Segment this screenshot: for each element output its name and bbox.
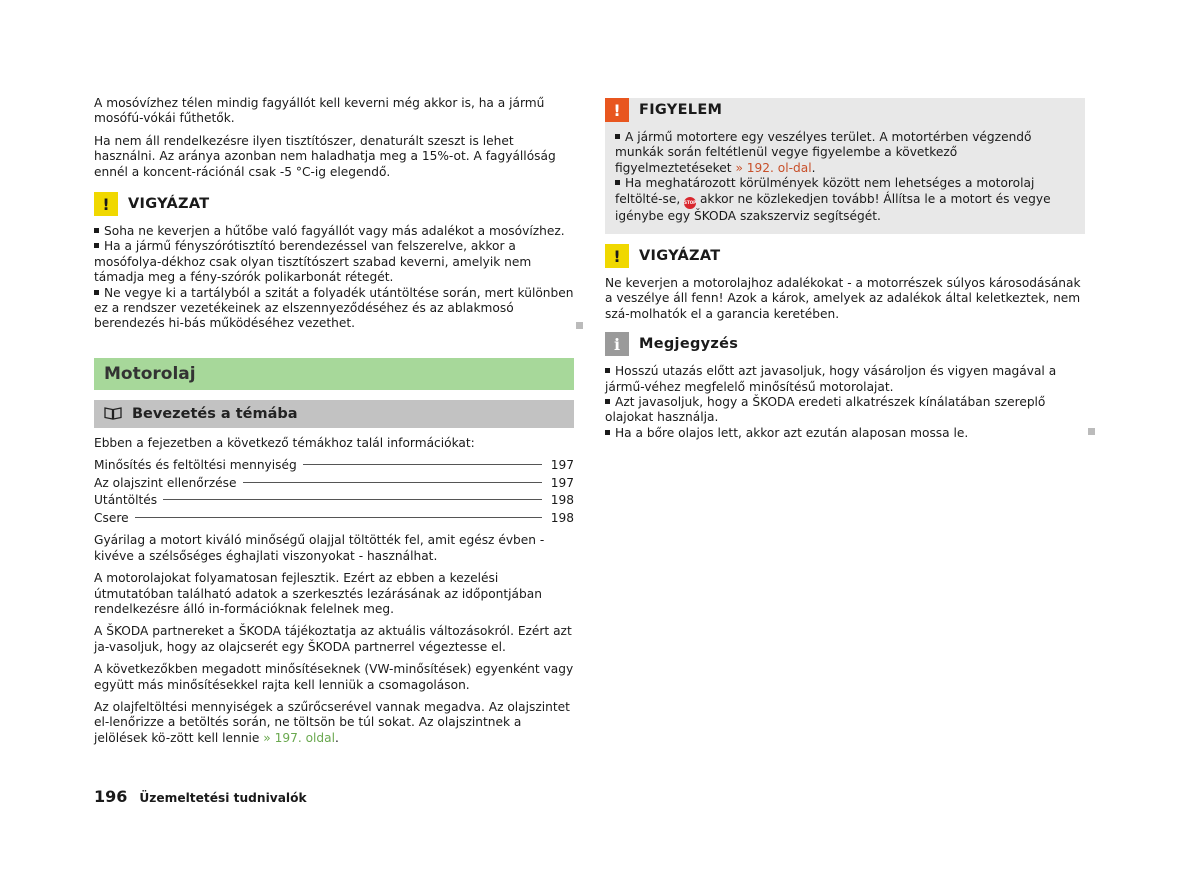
book-icon — [104, 407, 122, 420]
bullet-icon — [94, 290, 99, 295]
note-list — [605, 364, 1085, 441]
warning-icon: ! — [605, 98, 629, 122]
note-item: Ha a bőre olajos lett, akkor azt ezután alaposan mossa le. — [605, 426, 1085, 441]
page-link[interactable]: » 192. ol-dal — [735, 160, 812, 175]
section-end-mark — [576, 322, 583, 329]
bullet-icon — [615, 180, 620, 185]
caution-item: Ha a jármű fényszórótisztító berendezéssel van felszerelve, akkor a mosófolya-dékhoz csak olyan tisztítószert szabad keverni, amelyik nem támadja meg a fény-szórók polikarbonát rétegét. — [94, 239, 532, 285]
warning-item: Ha meghatározott körülmények között nem lehetséges a motorolaj feltölté-se, STOP akkor ne közlekedjen tovább! Állítsa le a motort és vegye igénybe egy ŠKODA szakszerviz segítségét. — [615, 176, 1051, 223]
page-footer — [94, 787, 307, 806]
intro-paragraph: Ha nem áll rendelkezésre ilyen tisztítószer, denaturált szeszt is lehet használni. Az aránya azonban nem haladhatja meg a 15%-ot. A fagyállóság ennél a koncent-rációnál csak -5 °C-ig elegendő. — [94, 133, 556, 179]
page-number: 196 — [94, 787, 128, 806]
bullet-icon — [94, 243, 99, 248]
bullet-icon — [605, 399, 610, 404]
caution-icon: ! — [605, 244, 629, 268]
toc-entry[interactable]: Utántöltés 198 — [94, 493, 574, 508]
section-heading: Motorolaj — [94, 358, 574, 390]
body-paragraph: A motorolajokat folyamatosan fejlesztik. Ezért az ebben a kezelési útmutatóban található adatok a szerkesztés lezárásának az időpontjában rendelkezésre álló in-formációknak felelnek meg. — [94, 571, 542, 616]
warning-box — [605, 98, 1085, 234]
body-paragraph: A következőkben megadott minősítéseknek (VW-minősítések) egyenként vagy együtt más minősítésekkel rajta kell lenniük a csomagoláson. — [94, 662, 574, 692]
section-end-mark — [1088, 428, 1095, 435]
info-icon: i — [605, 332, 629, 356]
note-title: Megjegyzés — [639, 336, 739, 353]
bullet-icon — [605, 430, 610, 435]
toc-entry[interactable]: Minősítés és feltöltési mennyiség 197 — [94, 458, 574, 473]
caution-header — [605, 244, 1085, 268]
caution-header — [94, 192, 574, 216]
body-paragraph: Az olajfeltöltési mennyiségek a szűrőcserével vannak megadva. Az olajszintet el-lenőrizze a betöltés során, ne töltsön be túl sokat. Az olajszintnek a jelölések kö-zött kell lennie » 197. oldal. — [94, 699, 570, 745]
page-link[interactable]: » 197. oldal — [263, 730, 336, 745]
caution-icon: ! — [94, 192, 118, 216]
subsection-heading — [94, 400, 574, 428]
toc-entry[interactable]: Csere 198 — [94, 510, 574, 525]
caution-title: VIGYÁZAT — [128, 196, 210, 213]
toc-list — [94, 457, 574, 527]
toc-intro: Ebben a fejezetben a következő témákhoz talál információkat: — [94, 435, 475, 450]
intro-paragraph: A mosóvízhez télen mindig fagyállót kell keverni még akkor is, ha a jármű mosófú-vókái fűthetők. — [94, 96, 545, 126]
body-paragraph: A ŠKODA partnereket a ŠKODA tájékoztatja az aktuális változásokról. Ezért azt ja-vasoljuk, hogy az olajcserét egy ŠKODA partnerrel végeztesse el. — [94, 624, 572, 654]
toc-entry[interactable]: Az olajszint ellenőrzése 197 — [94, 475, 574, 490]
left-column — [94, 96, 574, 753]
caution-item: Soha ne keverjen a hűtőbe való fagyállót vagy más adalékot a mosóvízhez. — [94, 224, 574, 239]
bullet-icon — [615, 134, 620, 139]
body-paragraph: Gyárilag a motort kiváló minőségű olajjal töltötték fel, amit egész évben - kivéve a szélsőséges éghajlati viszonyokat - használhat. — [94, 533, 545, 563]
note-item: Hosszú utazás előtt azt javasoljuk, hogy vásároljon és vigyen magával a jármű-véhez megfelelő minősítésű motorolajat. — [605, 364, 1057, 394]
subsection-title: Bevezetés a témába — [132, 405, 298, 422]
note-item: Azt javasoljuk, hogy a ŠKODA eredeti alkatrészek kínálatában szereplő olajokat használja. — [605, 395, 1046, 425]
caution-title: VIGYÁZAT — [639, 248, 721, 265]
caution-item: Ne vegye ki a tartályból a szitát a folyadék utántöltése során, mert különben ez a rendszer vezetékeinek az elszennyeződéséhez és az ablakmosó berendezés hi-bás működéséhez vezethet. — [94, 285, 574, 331]
chapter-title: Üzemeltetési tudnivalók — [139, 791, 307, 805]
warning-title: FIGYELEM — [639, 102, 723, 118]
warning-header — [605, 98, 1075, 122]
bullet-icon — [605, 368, 610, 373]
bullet-icon — [94, 228, 99, 233]
caution-list — [94, 224, 574, 332]
warning-item: A jármű motortere egy veszélyes terület. A motortérben végzendő munkák során feltétlenül vegye figyelembe a következő figyelmeztetéseket » 192. ol-dal. — [615, 130, 1032, 175]
stop-icon: STOP — [684, 197, 696, 209]
caution-text: Ne keverjen a motorolajhoz adalékokat - a motorrészek súlyos károsodásának a veszélye áll fenn! Azok a károk, amelyek az adalékok által keletkeztek, nem szá-molhatók el a garancia keretében. — [605, 276, 1081, 321]
right-column — [605, 98, 1085, 441]
note-header — [605, 332, 1085, 356]
